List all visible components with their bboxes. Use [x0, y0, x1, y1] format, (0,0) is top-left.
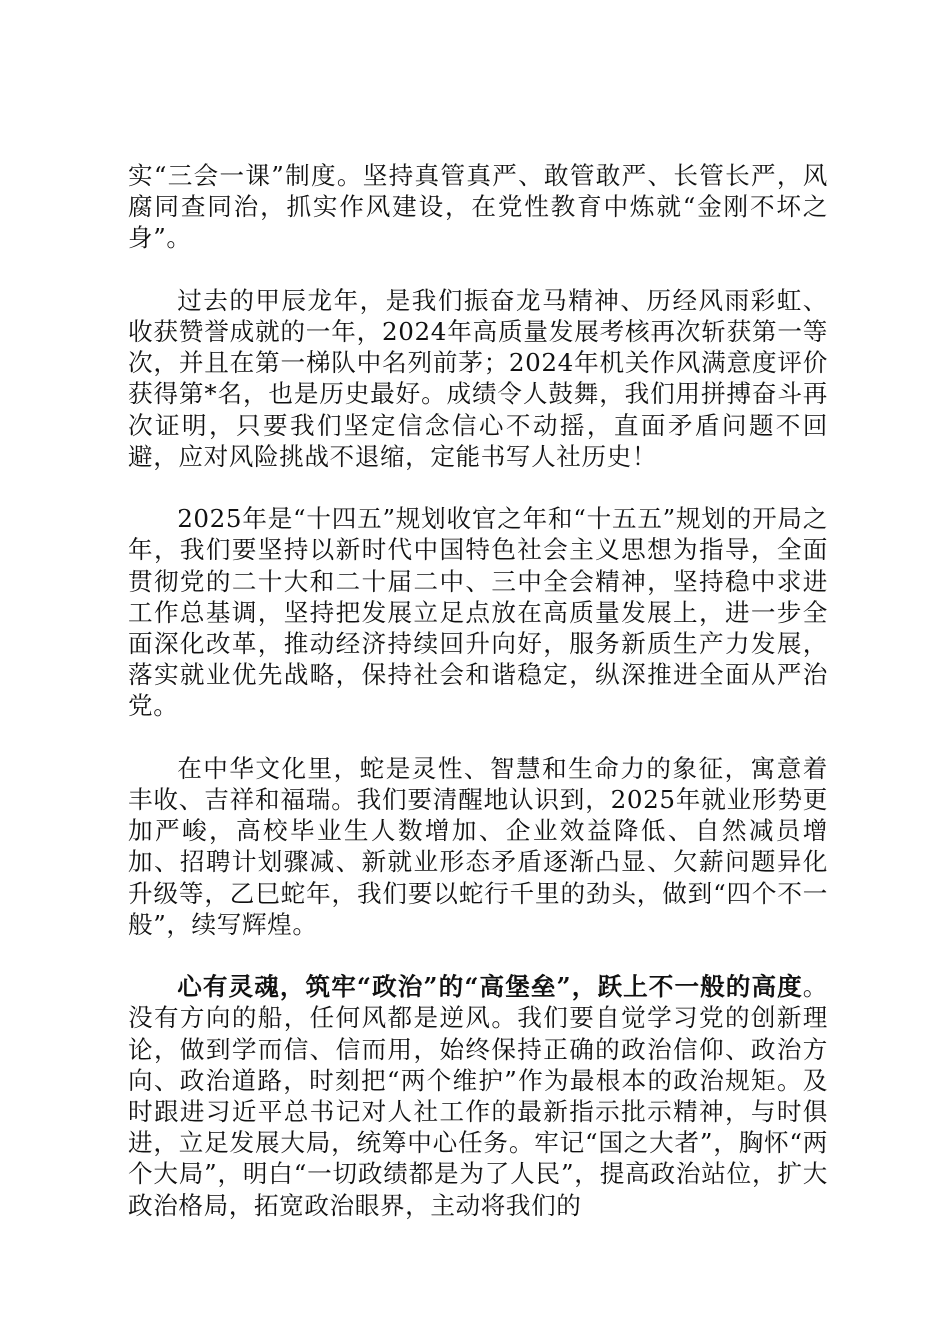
paragraph-2: 过去的甲辰龙年，是我们振奋龙马精神、历经风雨彩虹、收获赞誉成就的一年，2024年高质量发展考核再次斩获第一等次，并且在第一梯队中名列前茅；2024年机关作风满意度评价获得第*名，也是历史最好。成绩令人鼓舞，我们用拼搏奋斗再次证明，只要我们坚定信念信心不动摇，直面矛盾问题不回避，应对风险挑战不退缩，定能书写人社历史！: [128, 285, 828, 471]
paragraph-4: 在中华文化里，蛇是灵性、智慧和生命力的象征，寓意着丰收、吉祥和福瑞。我们要清醒地认识到，2025年就业形势更加严峻，高校毕业生人数增加、企业效益降低、自然减员增加、招聘计划骤减、新就业形态矛盾逐渐凸显、欠薪问题异化升级等，乙巳蛇年，我们要以蛇行千里的劲头，做到“四个不一般”，续写辉煌。: [128, 753, 828, 939]
paragraph-1: 实“三会一课”制度。坚持真管真严、敢管敢严、长管长严，风腐同查同治，抓实作风建设，在党性教育中炼就“金刚不坏之身”。: [128, 161, 828, 253]
paragraph-5-body: 。没有方向的船，任何风都是逆风。我们要自觉学习党的创新理论，做到学而信、信而用，始终保持正确的政治信仰、政治方向、政治道路，时刻把“两个维护”作为最根本的政治规矩。及时跟进习近平总书记对人社工作的最新指示批示精神，与时俱进，立足发展大局，统筹中心任务。牢记“国之大者”，胸怀“两个大局”，明白“一切政绩都是为了人民”，提高政治站位，扩大政治格局，拓宽政治眼界，主动将我们的: [128, 972, 828, 1220]
paragraph-5-heading: 心有灵魂，筑牢“政治”的“高堡垒”，跃上不一般的高度: [177, 972, 803, 1002]
paragraph-5: [128, 971, 828, 1221]
document-page: [128, 160, 828, 1252]
paragraph-3: 2025年是“十四五”规划收官之年和“十五五”规划的开局之年，我们要坚持以新时代中国特色社会主义思想为指导，全面贯彻党的二十大和二十届二中、三中全会精神，坚持稳中求进工作总基调，坚持把发展立足点放在高质量发展上，进一步全面深化改革，推动经济持续回升向好，服务新质生产力发展，落实就业优先战略，保持社会和谐稳定，纵深推进全面从严治党。: [128, 504, 828, 721]
